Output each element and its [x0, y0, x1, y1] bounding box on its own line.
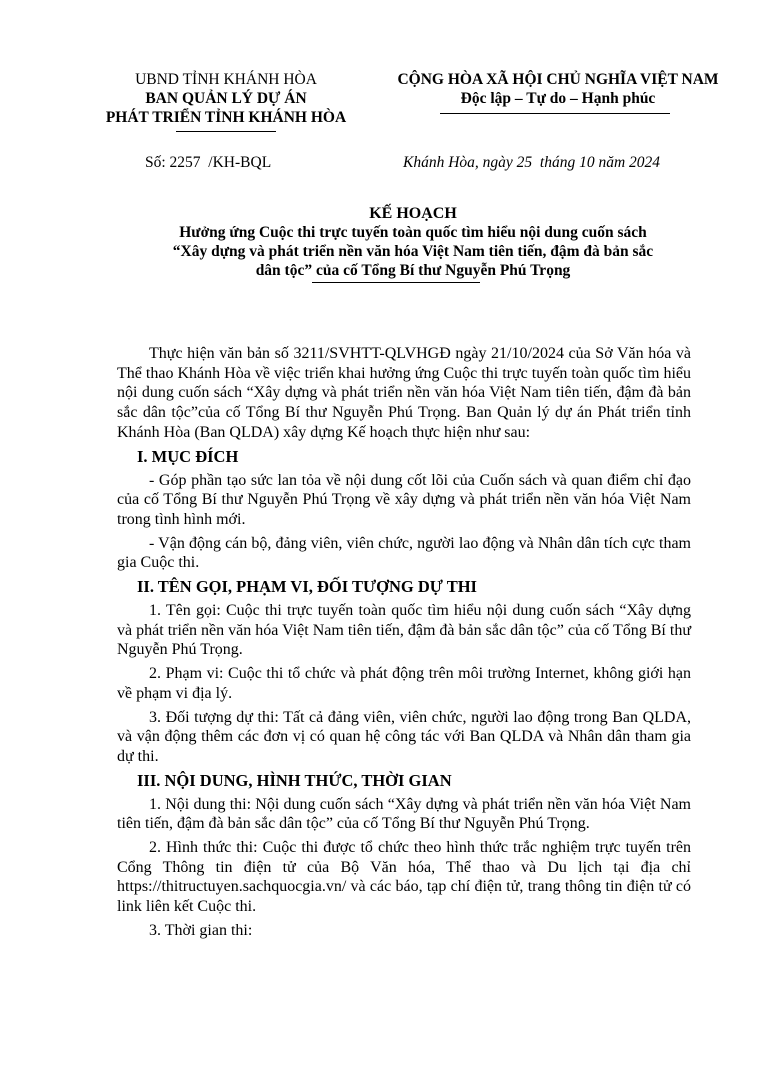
paragraph: 3. Thời gian thi: — [149, 921, 253, 939]
section-heading: I. MỤC ĐÍCH — [137, 446, 239, 466]
paragraph: - Vận động cán bộ, đảng viên, viên chức, người lao động và Nhân dân tích cực tham gia Cuộc thi. — [117, 534, 691, 572]
document-date: Khánh Hòa, ngày 25 tháng 10 năm 2024 — [403, 154, 661, 171]
agency-name-line1: BAN QUẢN LÝ DỰ ÁN — [145, 90, 307, 107]
motto-underline — [440, 113, 670, 114]
issuing-agency — [88, 70, 364, 127]
motto: Độc lập – Tự do – Hạnh phúc — [460, 90, 656, 107]
section-heading: III. NỘI DUNG, HÌNH THỨC, THỜI GIAN — [137, 770, 452, 790]
title-line-2: “Xây dựng và phát triển nền văn hóa Việt Nam tiên tiến, đậm đà bản sắc — [172, 243, 654, 260]
paragraph: - Góp phần tạo sức lan tỏa về nội dung cốt lõi của Cuốn sách và quan điểm chỉ đạo của cố Tổng Bí thư Nguyễn Phú Trọng về xây dựng và phát triển nền văn hóa Việt Nam trong tình hình mới. — [117, 471, 691, 528]
title-underline — [312, 282, 480, 283]
paragraph: 2. Hình thức thi: Cuộc thi được tổ chức theo hình thức trắc nghiệm trực tuyến trên Cổng Thông tin điện tử của Bộ Văn hóa, Thể thao và Du lịch tại địa chỉ https://thitructuyen.sachquocgia.vn/ và các báo, tạp chí điện tử, trang thông tin điện tử có link liên kết Cuộc thi. — [117, 839, 691, 916]
title-line-1: Hưởng ứng Cuộc thi trực tuyến toàn quốc tìm hiểu nội dung cuốn sách — [179, 224, 647, 241]
paragraph: 3. Đối tượng dự thi: Tất cả đảng viên, viên chức, người lao động trong Ban QLDA, và vận động thêm các đơn vị có quan hệ công tác với Ban QLDA và Nhân dân tham gia dự thi. — [117, 708, 691, 765]
national-motto — [372, 70, 744, 108]
title-main: KẾ HOẠCH — [369, 205, 457, 222]
section-heading: II. TÊN GỌI, PHẠM VI, ĐỐI TƯỢNG DỰ THI — [137, 577, 477, 597]
document-number: Số: 2257 /KH-BQL — [145, 154, 272, 171]
country-name: CỘNG HÒA XÃ HỘI CHỦ NGHĨA VIỆT NAM — [397, 71, 719, 88]
paragraph: 2. Phạm vi: Cuộc thi tổ chức và phát động trên môi trường Internet, không giới hạn về phạm vi địa lý. — [117, 665, 691, 702]
agency-parent: UBND TỈNH KHÁNH HÒA — [135, 71, 317, 88]
paragraph: 1. Tên gọi: Cuộc thi trực tuyến toàn quốc tìm hiểu nội dung cuốn sách “Xây dựng và phát triển nền văn hóa Việt Nam tiên tiến, đậm đà bản sắc dân tộc” của cố Tổng Bí thư Nguyễn Phú Trọng. — [117, 602, 691, 659]
agency-underline — [176, 131, 276, 132]
agency-name-line2: PHÁT TRIỂN TỈNH KHÁNH HÒA — [105, 109, 347, 126]
document-title — [88, 204, 738, 280]
title-line-3: dân tộc” của cố Tổng Bí thư Nguyễn Phú Trọng — [255, 262, 571, 279]
intro-paragraph: Thực hiện văn bản số 3211/SVHTT-QLVHGĐ ngày 21/10/2024 của Sở Văn hóa và Thể thao Khánh Hòa về việc triển khai hưởng ứng Cuộc thi trực tuyến toàn quốc tìm hiểu nội dung cuốn sách “Xây dựng và phát triển nền văn hóa Việt Nam tiên tiến, đậm đà bản sắc dân tộc”của cố Tổng Bí thư Nguyễn Phú Trọng. Ban Quản lý dự án Phát triển tỉnh Khánh Hòa (Ban QLDA) xây dựng Kế hoạch thực hiện như sau: — [117, 345, 691, 441]
document-body — [117, 344, 691, 945]
paragraph: 1. Nội dung thi: Nội dung cuốn sách “Xây dựng và phát triển nền văn hóa Việt Nam tiên tiến, đậm đà bản sắc dân tộc” của cố Tổng Bí thư Nguyễn Phú Trọng. — [117, 795, 691, 833]
